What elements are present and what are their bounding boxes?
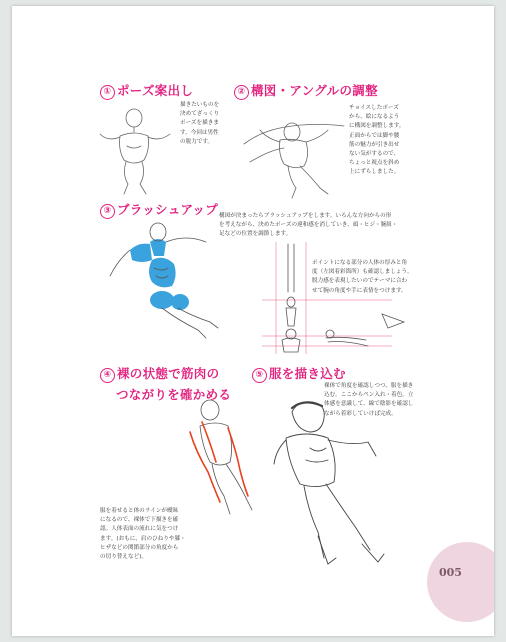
section-1-desc-line: す。今回は男性	[180, 129, 219, 136]
section-3-desc-line: を考えながら、決めたポーズの違和感を消していき、頭・ヒジ・腕組・	[219, 222, 398, 229]
section-2-description	[349, 104, 405, 178]
section-2-desc-line: 正面からでは脚や腰	[349, 132, 400, 139]
section-4-desc-line: になるので、裸体で下描きを確	[100, 517, 179, 524]
section-1-desc-line: 描きたいものを	[180, 102, 220, 108]
section-4-number: ④	[100, 368, 115, 383]
section-2-number: ②	[234, 85, 249, 100]
section-4-desc-line: ヒザなどの関節部分の角度から	[100, 544, 179, 551]
section-5-desc-line: 体感を意識して、線で陰影を確認し	[324, 401, 414, 408]
section-5-desc-line: 裸体で角度を確認しつつ、服を描き	[324, 383, 414, 389]
section-5-desc-line: ながら着彩していけば完成。	[324, 410, 397, 417]
section-1-title-text: ポーズ案出し	[117, 83, 194, 98]
section-4-desc-line: 認。人体表面の流れに気をつけ	[100, 526, 179, 533]
section-1-desc-line: の脱力です。	[180, 138, 214, 145]
section-3-description	[219, 212, 398, 240]
book-page	[12, 6, 494, 636]
section-3-desc-line: 構図が決まったらブラッシュアップをします。いろんな方向からの形	[219, 213, 392, 219]
clothed-figure	[266, 398, 398, 568]
section-3-title	[100, 200, 218, 219]
section-3-title-text: ブラッシュアップ	[117, 202, 219, 217]
section-1-description	[180, 101, 219, 147]
section-3-note	[312, 259, 413, 296]
section-4-title-line-1: 裸の状態で筋肉の	[117, 366, 220, 381]
section-1-desc-line: 決めてざっくり	[180, 111, 220, 118]
section-4-description	[100, 507, 186, 562]
section-2-desc-line: ちょっと視点を斜め	[349, 160, 400, 167]
section-2-desc-line: から、絵になるよう	[349, 114, 400, 121]
section-5-title	[252, 364, 346, 383]
section-3-note-line: 脱力感を表現したいのでテーマに合わ	[312, 278, 408, 285]
page-number: 005	[439, 566, 462, 579]
section-2-desc-line: チョイスしたポーズ	[349, 105, 399, 111]
section-1-desc-line: ポーズを描きま	[180, 120, 219, 127]
section-3-note-line: ポイントになる部分の人体の厚みと角	[312, 260, 408, 266]
section-2-desc-line: ない気がするので、	[349, 151, 400, 158]
section-4-desc-line: ます。(おもに、肩のひねりや膝・	[100, 535, 186, 542]
pose-sketch-figure	[94, 106, 178, 198]
section-4-title-line-2: つながりを確かめる	[116, 387, 232, 402]
section-5-number: ⑤	[252, 368, 267, 383]
section-5-title-text: 服を描き込む	[269, 366, 346, 381]
section-2-desc-line: 上にずらしました。	[349, 169, 400, 176]
section-1-title	[100, 81, 193, 100]
angle-sketch-figure	[240, 104, 350, 202]
section-5-desc-line: 込む。ここからペン入れ・着色。立	[324, 392, 414, 399]
section-2-desc-line: 筋の魅力が引き出せ	[349, 141, 400, 148]
section-3-desc-line: 足などの位置を調節します。	[219, 231, 292, 238]
section-3-number: ③	[100, 204, 115, 219]
section-2-title	[234, 81, 378, 100]
section-3-note-line: 度（左図着彩箇所）も確認しましょう。	[312, 269, 413, 276]
section-2-title-text: 構図・アングルの調整	[251, 83, 378, 98]
brushup-figure-highlighted	[106, 220, 232, 350]
page-number-badge	[427, 542, 494, 622]
muscle-flow-figure	[182, 392, 274, 518]
section-1-number: ①	[100, 85, 115, 100]
section-4-desc-line: の切り替えなど)。	[100, 554, 147, 561]
section-2-desc-line: に構図を調整します。	[349, 123, 405, 130]
section-4-desc-line: 服を着せると体のラインが曖昧	[100, 508, 179, 514]
section-3-note-line: せて腕の角度や手に表情をつけます。	[312, 287, 407, 294]
